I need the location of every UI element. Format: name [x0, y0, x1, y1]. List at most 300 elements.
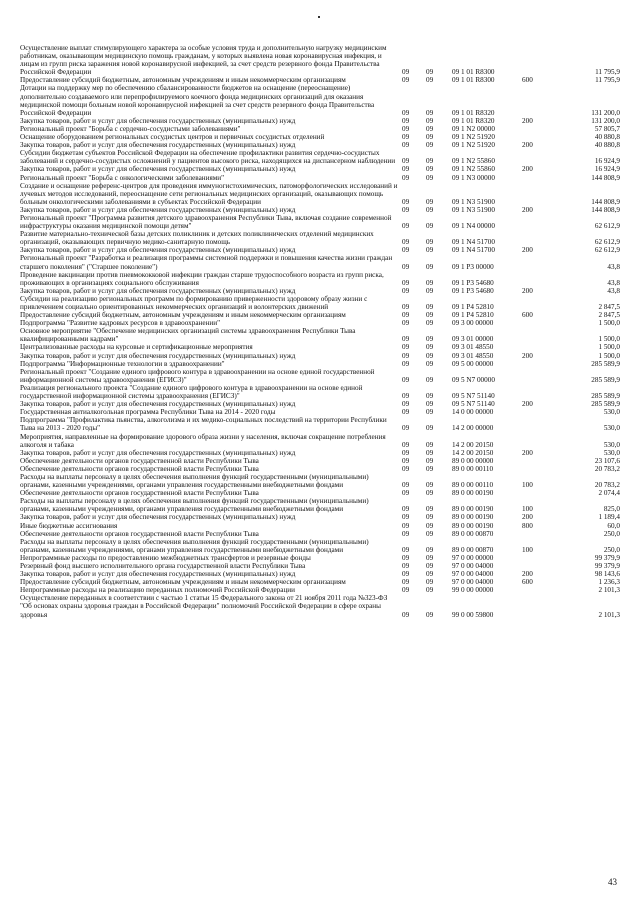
row-section: 09	[402, 141, 410, 150]
row-target-code: 09 1 P4 52810	[452, 311, 494, 320]
row-subsection: 09	[426, 116, 434, 125]
row-target-code: 09 5 N7 00000	[452, 375, 495, 384]
row-text: Осуществление переданных в соответствии с частью 1 статьи 15 Федерального закона от 21 ноября 2011 года №323-ФЗ "Об основах охраны здоровья граждан в Российской Федерации" полномочий Российской Федерации в сфере охраны здоровья	[20, 594, 388, 619]
row-text: Резервный фонд высшего исполнительного органа государственной власти Республики Тыва	[20, 562, 306, 570]
table-row	[20, 449, 620, 457]
table-row	[20, 522, 620, 530]
row-target-code: 09 3 01 48550	[452, 351, 494, 360]
row-subsection: 09	[426, 141, 434, 150]
row-target-code: 14 0 00 00000	[452, 408, 494, 417]
row-text: Предоставление субсидий бюджетным, автономным учреждениям и иным некоммерческим организациям	[20, 311, 346, 320]
row-section: 09	[402, 570, 410, 579]
row-amount: 20 783,2	[594, 464, 620, 473]
row-amount: 825,0	[603, 505, 620, 514]
row-section: 09	[402, 319, 410, 328]
row-subsection: 09	[426, 505, 434, 514]
row-subsection: 09	[426, 319, 434, 328]
row-amount: 250,0	[603, 529, 620, 538]
row-amount: 285 589,9	[591, 400, 620, 409]
row-target-code: 89 0 00 00190	[452, 489, 494, 498]
row-target-code: 89 0 00 00000	[452, 456, 494, 465]
row-text: Обеспечение деятельности органов государственной власти Республики Тыва	[20, 464, 259, 473]
table-row	[20, 554, 620, 562]
table-row	[20, 141, 620, 149]
row-target-code: 89 0 00 00870	[452, 529, 494, 538]
table-row	[20, 174, 620, 182]
row-text: Региональный проект "Борьба с сердечно-сосудистыми заболеваниями"	[20, 124, 241, 133]
row-text: Централизованные расходы на курсовые и сертификационные мероприятия	[20, 343, 253, 352]
table-row	[20, 530, 620, 538]
row-amount: 144 808,9	[591, 205, 620, 214]
row-subsection: 09	[426, 303, 434, 311]
row-target-code: 09 1 01 R8300	[452, 68, 495, 77]
row-amount: 11 795,9	[595, 76, 620, 85]
row-target-code: 09 1 P3 54680	[452, 278, 494, 287]
row-section: 09	[402, 505, 410, 514]
row-section: 09	[402, 222, 410, 231]
row-target-code: 09 1 N3 51900	[452, 205, 495, 214]
row-text: Закупка товаров, работ и услуг для обеспечения государственных (муниципальных) нужд	[20, 570, 296, 579]
row-subsection: 09	[426, 375, 434, 384]
row-amount: 40 880,8	[594, 133, 620, 142]
row-text: Реализация регионального проекта "Создание единого цифрового контура в здравоохранении на основе единой государственной информационной системы здравоохранения (ЕГИСЗ)"	[20, 383, 363, 401]
row-amount: 131 200,0	[591, 116, 620, 125]
row-amount: 530,0	[603, 448, 620, 457]
row-text: Региональный проект "Разработка и реализация программы системной поддержки и повышения качества жизни граждан старшего поколения" ("Старшее поколение")	[20, 254, 393, 271]
row-amount: 250,0	[603, 545, 620, 554]
row-subsection: 09	[426, 246, 434, 255]
row-section: 09	[402, 481, 410, 490]
row-expense-type: 100	[522, 481, 533, 490]
row-subsection: 09	[426, 392, 434, 401]
row-target-code: 09 1 P3 00000	[452, 262, 494, 271]
row-subsection: 09	[426, 165, 434, 174]
row-section: 09	[402, 286, 410, 295]
row-section: 09	[402, 545, 410, 554]
row-amount: 144 808,9	[591, 173, 620, 182]
row-text: Региональный проект "Программа развития детского здравоохранения Республики Тыва, включая создание современной инфраструктуры оказания медицинской помощи детям"	[20, 213, 392, 231]
row-section: 09	[402, 489, 410, 498]
row-section: 09	[402, 610, 410, 619]
row-target-code: 09 5 N7 51140	[452, 400, 495, 409]
row-subsection: 09	[426, 278, 434, 287]
row-amount: 99 379,9	[594, 562, 620, 570]
row-amount: 23 107,6	[594, 456, 620, 465]
row-subsection: 09	[426, 440, 434, 449]
row-amount: 62 612,9	[594, 222, 620, 231]
row-expense-type: 600	[522, 76, 533, 85]
row-text: Иные бюджетные ассигнования	[20, 521, 118, 530]
row-section: 09	[402, 173, 410, 182]
row-amount: 1 500,0	[598, 343, 620, 352]
row-amount: 131 200,0	[591, 108, 620, 117]
row-section: 09	[402, 197, 410, 206]
row-subsection: 09	[426, 286, 434, 295]
row-target-code: 14 2 00 20150	[452, 448, 494, 457]
row-amount: 2 101,3	[598, 586, 620, 595]
row-text: Субсидии на реализацию региональных программ по формированию приверженности здоровому образу жизни с привлечением социально ориентированных некоммерческих организаций и волонтерских движений	[20, 294, 368, 311]
row-section: 09	[402, 76, 410, 85]
row-subsection: 09	[426, 238, 434, 247]
row-target-code: 89 0 00 00110	[452, 481, 494, 490]
row-amount: 40 880,8	[594, 141, 620, 150]
row-subsection: 09	[426, 351, 434, 360]
table-row	[20, 319, 620, 327]
row-amount: 1 500,0	[598, 335, 620, 344]
row-amount: 43,8	[607, 286, 620, 295]
row-expense-type: 200	[522, 400, 533, 409]
row-text: Предоставление субсидий бюджетным, автономным учреждениям и иным некоммерческим организациям	[20, 578, 346, 587]
row-text: Закупка товаров, работ и услуг для обеспечения государственных (муниципальных) нужд	[20, 400, 296, 409]
row-target-code: 99 0 00 00000	[452, 586, 494, 595]
row-target-code: 09 1 N2 51920	[452, 133, 495, 142]
row-text: Региональный проект "Борьба с онкологическими заболеваниями"	[20, 173, 225, 182]
table-row	[20, 368, 620, 384]
table-row	[20, 254, 620, 270]
row-section: 09	[402, 108, 410, 117]
table-row	[20, 327, 620, 343]
table-row	[20, 287, 620, 295]
table-row	[20, 360, 620, 368]
row-expense-type: 200	[522, 286, 533, 295]
row-target-code: 99 0 00 59800	[452, 610, 494, 619]
row-text: Закупка товаров, работ и услуг для обеспечения государственных (муниципальных) нужд	[20, 205, 296, 214]
row-subsection: 09	[426, 124, 434, 133]
row-subsection: 09	[426, 335, 434, 344]
row-amount: 530,0	[603, 424, 620, 433]
row-amount: 530,0	[603, 440, 620, 449]
row-target-code: 09 3 00 00000	[452, 319, 494, 328]
table-row	[20, 416, 620, 432]
row-amount: 62 612,9	[594, 246, 620, 255]
row-section: 09	[402, 359, 410, 368]
row-section: 09	[402, 303, 410, 311]
row-text: Закупка товаров, работ и услуг для обеспечения государственных (муниципальных) нужд	[20, 165, 296, 174]
row-section: 09	[402, 335, 410, 344]
row-section: 09	[402, 440, 410, 449]
row-text: Расходы на выплаты персоналу в целях обеспечения выполнения функций государственными (муниципальными) органами, казенными учреждениями, органами управления государственными внебюджетными фондами	[20, 537, 369, 554]
row-text: Закупка товаров, работ и услуг для обеспечения государственных (муниципальных) нужд	[20, 513, 296, 522]
table-row	[20, 246, 620, 254]
row-target-code: 97 0 00 04000	[452, 578, 494, 587]
table-row	[20, 465, 620, 473]
row-expense-type: 100	[522, 545, 533, 554]
row-target-code: 89 0 00 00110	[452, 464, 494, 473]
row-amount: 16 924,9	[594, 157, 620, 166]
row-section: 09	[402, 262, 410, 271]
row-section: 09	[402, 464, 410, 473]
row-subsection: 09	[426, 553, 434, 562]
row-text: Развитие материально-технической базы детских поликлиник и детских поликлинических отделений медицинских организаций, оказывающих первичную медико-санитарную помощь	[20, 230, 374, 247]
row-section: 09	[402, 278, 410, 287]
row-subsection: 09	[426, 529, 434, 538]
row-expense-type: 600	[522, 311, 533, 320]
budget-table	[20, 44, 620, 619]
row-subsection: 09	[426, 157, 434, 166]
row-section: 09	[402, 246, 410, 255]
row-text: Основное мероприятие "Обеспечение медицинских организаций системы здравоохранения Республики Тыва квалифицированными кадрами"	[20, 327, 356, 344]
table-row	[20, 408, 620, 416]
table-row	[20, 206, 620, 214]
row-target-code: 89 0 00 00190	[452, 521, 494, 530]
table-row	[20, 457, 620, 465]
row-section: 09	[402, 408, 410, 417]
row-section: 09	[402, 513, 410, 522]
row-text: Проведение вакцинации против пневмококковой инфекции граждан старше трудоспособного возраста из групп риска, проживающих в организациях социального обслуживания	[20, 270, 384, 287]
row-target-code: 09 5 00 00000	[452, 359, 494, 368]
row-amount: 1 236,3	[598, 578, 620, 587]
row-target-code: 09 3 01 00000	[452, 335, 494, 344]
row-text: Оснащение оборудованием региональных сосудистых центров и первичных сосудистых отделений	[20, 133, 325, 142]
row-subsection: 09	[426, 343, 434, 352]
row-subsection: 09	[426, 562, 434, 570]
row-expense-type: 600	[522, 578, 533, 587]
row-section: 09	[402, 586, 410, 595]
row-target-code: 89 0 00 00870	[452, 545, 494, 554]
table-row	[20, 84, 620, 116]
row-text: Предоставление субсидий бюджетным, автономным учреждениям и иным некоммерческим организациям	[20, 76, 346, 85]
row-subsection: 09	[426, 222, 434, 231]
table-row	[20, 497, 620, 513]
row-subsection: 09	[426, 464, 434, 473]
table-row	[20, 117, 620, 125]
row-subsection: 09	[426, 408, 434, 417]
row-target-code: 97 0 00 00000	[452, 553, 494, 562]
row-section: 09	[402, 124, 410, 133]
row-amount: 2 847,5	[598, 303, 620, 311]
row-text: Обеспечение деятельности органов государственной власти Республики Тыва	[20, 489, 259, 498]
table-row	[20, 149, 620, 165]
row-section: 09	[402, 157, 410, 166]
table-row	[20, 214, 620, 230]
table-row	[20, 400, 620, 408]
row-amount: 285 589,9	[591, 359, 620, 368]
row-amount: 62 612,9	[594, 238, 620, 247]
row-target-code: 09 3 01 48550	[452, 343, 494, 352]
scan-speck	[318, 16, 320, 18]
row-target-code: 09 1 N2 00000	[452, 124, 495, 133]
table-row	[20, 133, 620, 141]
row-target-code: 09 1 P4 52810	[452, 303, 494, 311]
row-section: 09	[402, 311, 410, 320]
row-subsection: 09	[426, 173, 434, 182]
row-expense-type: 200	[522, 513, 533, 522]
row-section: 09	[402, 238, 410, 247]
row-amount: 2 847,5	[598, 311, 620, 320]
row-target-code: 09 1 01 R8320	[452, 108, 495, 117]
table-row	[20, 578, 620, 586]
table-row	[20, 384, 620, 400]
row-amount: 98 143,6	[594, 570, 620, 579]
row-target-code: 89 0 00 00190	[452, 505, 494, 514]
row-expense-type: 200	[522, 246, 533, 255]
row-text: Закупка товаров, работ и услуг для обеспечения государственных (муниципальных) нужд	[20, 286, 296, 295]
row-section: 09	[402, 343, 410, 352]
row-section: 09	[402, 400, 410, 409]
row-target-code: 09 1 01 R8320	[452, 116, 495, 125]
row-text: Мероприятия, направленные на формирование здорового образа жизни у населения, включая сокращение потребления алкоголя и табака	[20, 432, 386, 449]
row-section: 09	[402, 116, 410, 125]
row-text: Закупка товаров, работ и услуг для обеспечения государственных (муниципальных) нужд	[20, 141, 296, 150]
row-subsection: 09	[426, 513, 434, 522]
row-amount: 20 783,2	[594, 481, 620, 490]
row-amount: 43,8	[607, 278, 620, 287]
row-text: Закупка товаров, работ и услуг для обеспечения государственных (муниципальных) нужд	[20, 448, 296, 457]
row-subsection: 09	[426, 586, 434, 595]
row-subsection: 09	[426, 424, 434, 433]
row-section: 09	[402, 448, 410, 457]
row-text: Подпрограмма "Информационные технологии в здравоохранении"	[20, 359, 225, 368]
row-subsection: 09	[426, 262, 434, 271]
row-text: Подпрограмма "Развитие кадровых ресурсов в здравоохранении"	[20, 319, 221, 328]
table-row	[20, 538, 620, 554]
row-subsection: 09	[426, 610, 434, 619]
row-target-code: 14 2 00 20150	[452, 440, 494, 449]
row-expense-type: 200	[522, 205, 533, 214]
row-subsection: 09	[426, 311, 434, 320]
row-text: Обеспечение деятельности органов государственной власти Республики Тыва	[20, 456, 259, 465]
row-amount: 60,0	[607, 521, 620, 530]
row-target-code: 09 1 N2 55860	[452, 165, 495, 174]
row-amount: 16 924,9	[594, 165, 620, 174]
row-subsection: 09	[426, 197, 434, 206]
row-section: 09	[402, 68, 410, 77]
table-row	[20, 311, 620, 319]
row-section: 09	[402, 424, 410, 433]
row-target-code: 89 0 00 00190	[452, 513, 494, 522]
row-section: 09	[402, 521, 410, 530]
row-text: Обеспечение деятельности органов государственной власти Республики Тыва	[20, 529, 259, 538]
row-subsection: 09	[426, 205, 434, 214]
row-text: Региональный проект "Создание единого цифрового контура в здравоохранении на основе единой государственной информационной системы здравоохранения (ЕГИСЗ)"	[20, 367, 375, 384]
row-text: Непрограммные расходы по предоставлению межбюджетных трансфертов и резервные фонды	[20, 553, 311, 562]
row-section: 09	[402, 456, 410, 465]
row-amount: 530,0	[603, 408, 620, 417]
table-row	[20, 343, 620, 351]
row-subsection: 09	[426, 400, 434, 409]
table-row	[20, 125, 620, 133]
row-expense-type: 200	[522, 351, 533, 360]
row-section: 09	[402, 133, 410, 142]
row-target-code: 09 1 01 R8300	[452, 76, 495, 85]
row-text: Расходы на выплаты персоналу в целях обеспечения выполнения функций государственными (муниципальными) органами, казенными учреждениями, органами управления государственными внебюджетными фондами	[20, 497, 369, 514]
row-text: Осуществление выплат стимулирующего характера за особые условия труда и дополнительную нагрузку медицинским работникам, оказывающим медицинскую помощь гражданам, у которых выявлена новая коронавирусная инфекция, и лицам из групп риска заражения новой коронавирусной инфекцией, за счет средств резервного фонда Правительства Российской Федерации	[20, 44, 387, 77]
row-subsection: 09	[426, 570, 434, 579]
row-section: 09	[402, 165, 410, 174]
row-section: 09	[402, 351, 410, 360]
row-target-code: 09 1 P3 54680	[452, 286, 494, 295]
row-subsection: 09	[426, 545, 434, 554]
row-target-code: 09 1 N4 51700	[452, 238, 495, 247]
row-amount: 57 805,7	[594, 124, 620, 133]
row-section: 09	[402, 205, 410, 214]
row-section: 09	[402, 578, 410, 587]
row-target-code: 09 1 N3 00000	[452, 173, 495, 182]
row-expense-type: 100	[522, 505, 533, 514]
row-text: Закупка товаров, работ и услуг для обеспечения государственных (муниципальных) нужд	[20, 351, 296, 360]
row-text: Непрограммные расходы на реализацию переданных полномочий Российской Федерации	[20, 586, 295, 595]
row-section: 09	[402, 562, 410, 570]
table-row	[20, 230, 620, 246]
row-target-code: 14 2 00 00000	[452, 424, 494, 433]
row-subsection: 09	[426, 68, 434, 77]
row-subsection: 09	[426, 489, 434, 498]
row-subsection: 09	[426, 481, 434, 490]
row-section: 09	[402, 553, 410, 562]
row-amount: 1 500,0	[598, 319, 620, 328]
row-amount: 2 074,4	[598, 489, 620, 498]
row-amount: 144 808,9	[591, 197, 620, 206]
row-target-code: 97 0 00 04000	[452, 570, 494, 579]
row-expense-type: 800	[522, 521, 533, 530]
table-row	[20, 182, 620, 206]
row-subsection: 09	[426, 133, 434, 142]
table-row	[20, 586, 620, 594]
row-text: Подпрограмма "Профилактика пьянства, алкоголизма и их медико-социальных последствий на территории Республики Тыва на 2013 - 2020 годы"	[20, 416, 387, 433]
row-subsection: 09	[426, 108, 434, 117]
row-expense-type: 200	[522, 141, 533, 150]
row-target-code: 09 1 N2 55860	[452, 157, 495, 166]
row-amount: 99 379,9	[594, 553, 620, 562]
row-expense-type: 200	[522, 116, 533, 125]
row-amount: 11 795,9	[595, 68, 620, 77]
row-text: Дотации на поддержку мер по обеспечению сбалансированности бюджетов на оснащение (переоснащение) дополнительно создаваемого или перепрофилируемого коечного фонда медицинских организаций для оказания медицинской помощи больным новой коронавирусной инфекцией за счет средств резервного фонда Правительства Российской Федерации	[20, 84, 375, 117]
row-subsection: 09	[426, 456, 434, 465]
table-row	[20, 76, 620, 84]
table-row	[20, 295, 620, 311]
row-subsection: 09	[426, 359, 434, 368]
table-row	[20, 352, 620, 360]
row-text: Расходы на выплаты персоналу в целях обеспечения выполнения функций государственными (муниципальными) органами, казенными учреждениями, органами управления государственными внебюджетными фондами	[20, 472, 369, 490]
row-expense-type: 200	[522, 570, 533, 579]
row-target-code: 09 5 N7 51140	[452, 392, 495, 401]
row-section: 09	[402, 375, 410, 384]
row-target-code: 09 1 N2 51920	[452, 141, 495, 150]
row-subsection: 09	[426, 76, 434, 85]
table-row	[20, 594, 620, 618]
table-row	[20, 570, 620, 578]
row-amount: 2 101,3	[598, 610, 620, 619]
table-row	[20, 489, 620, 497]
row-amount: 1 500,0	[598, 351, 620, 360]
page-number: 43	[608, 877, 617, 887]
row-text: Субсидии бюджетам субъектов Российской Федерации на обеспечение профилактики развития сердечно-сосудистых заболеваний и сердечно-сосудистых осложнений у пациентов высокого риска, находящихся на диспансерном наблюдении	[20, 149, 396, 166]
row-text: Закупка товаров, работ и услуг для обеспечения государственных (муниципальных) нужд	[20, 116, 296, 125]
row-amount: 43,8	[607, 262, 620, 271]
table-row	[20, 513, 620, 521]
row-section: 09	[402, 392, 410, 401]
row-target-code: 09 1 N4 00000	[452, 222, 495, 231]
row-section: 09	[402, 529, 410, 538]
row-text: Государственная антиалкогольная программа Республики Тыва на 2014 - 2020 годы	[20, 408, 276, 417]
table-row	[20, 433, 620, 449]
row-amount: 285 589,9	[591, 375, 620, 384]
row-expense-type: 200	[522, 448, 533, 457]
row-subsection: 09	[426, 448, 434, 457]
table-row	[20, 271, 620, 287]
table-row	[20, 165, 620, 173]
row-target-code: 97 0 00 04000	[452, 562, 494, 570]
row-subsection: 09	[426, 521, 434, 530]
row-target-code: 09 1 N4 51700	[452, 246, 495, 255]
row-amount: 285 589,9	[591, 392, 620, 401]
table-row	[20, 473, 620, 489]
row-target-code: 09 1 N3 51900	[452, 197, 495, 206]
row-subsection: 09	[426, 578, 434, 587]
row-expense-type: 200	[522, 165, 533, 174]
row-text: Создание и оснащение референс-центров для проведения иммуногистохимических, патоморфологических исследований и лучевых методов исследований, переоснащение сети региональных медицинских организаций, оказывающих помощь больным онкологическими заболеваниями в субъектах Российской Федерации	[20, 181, 398, 206]
row-text: Закупка товаров, работ и услуг для обеспечения государственных (муниципальных) нужд	[20, 246, 296, 255]
